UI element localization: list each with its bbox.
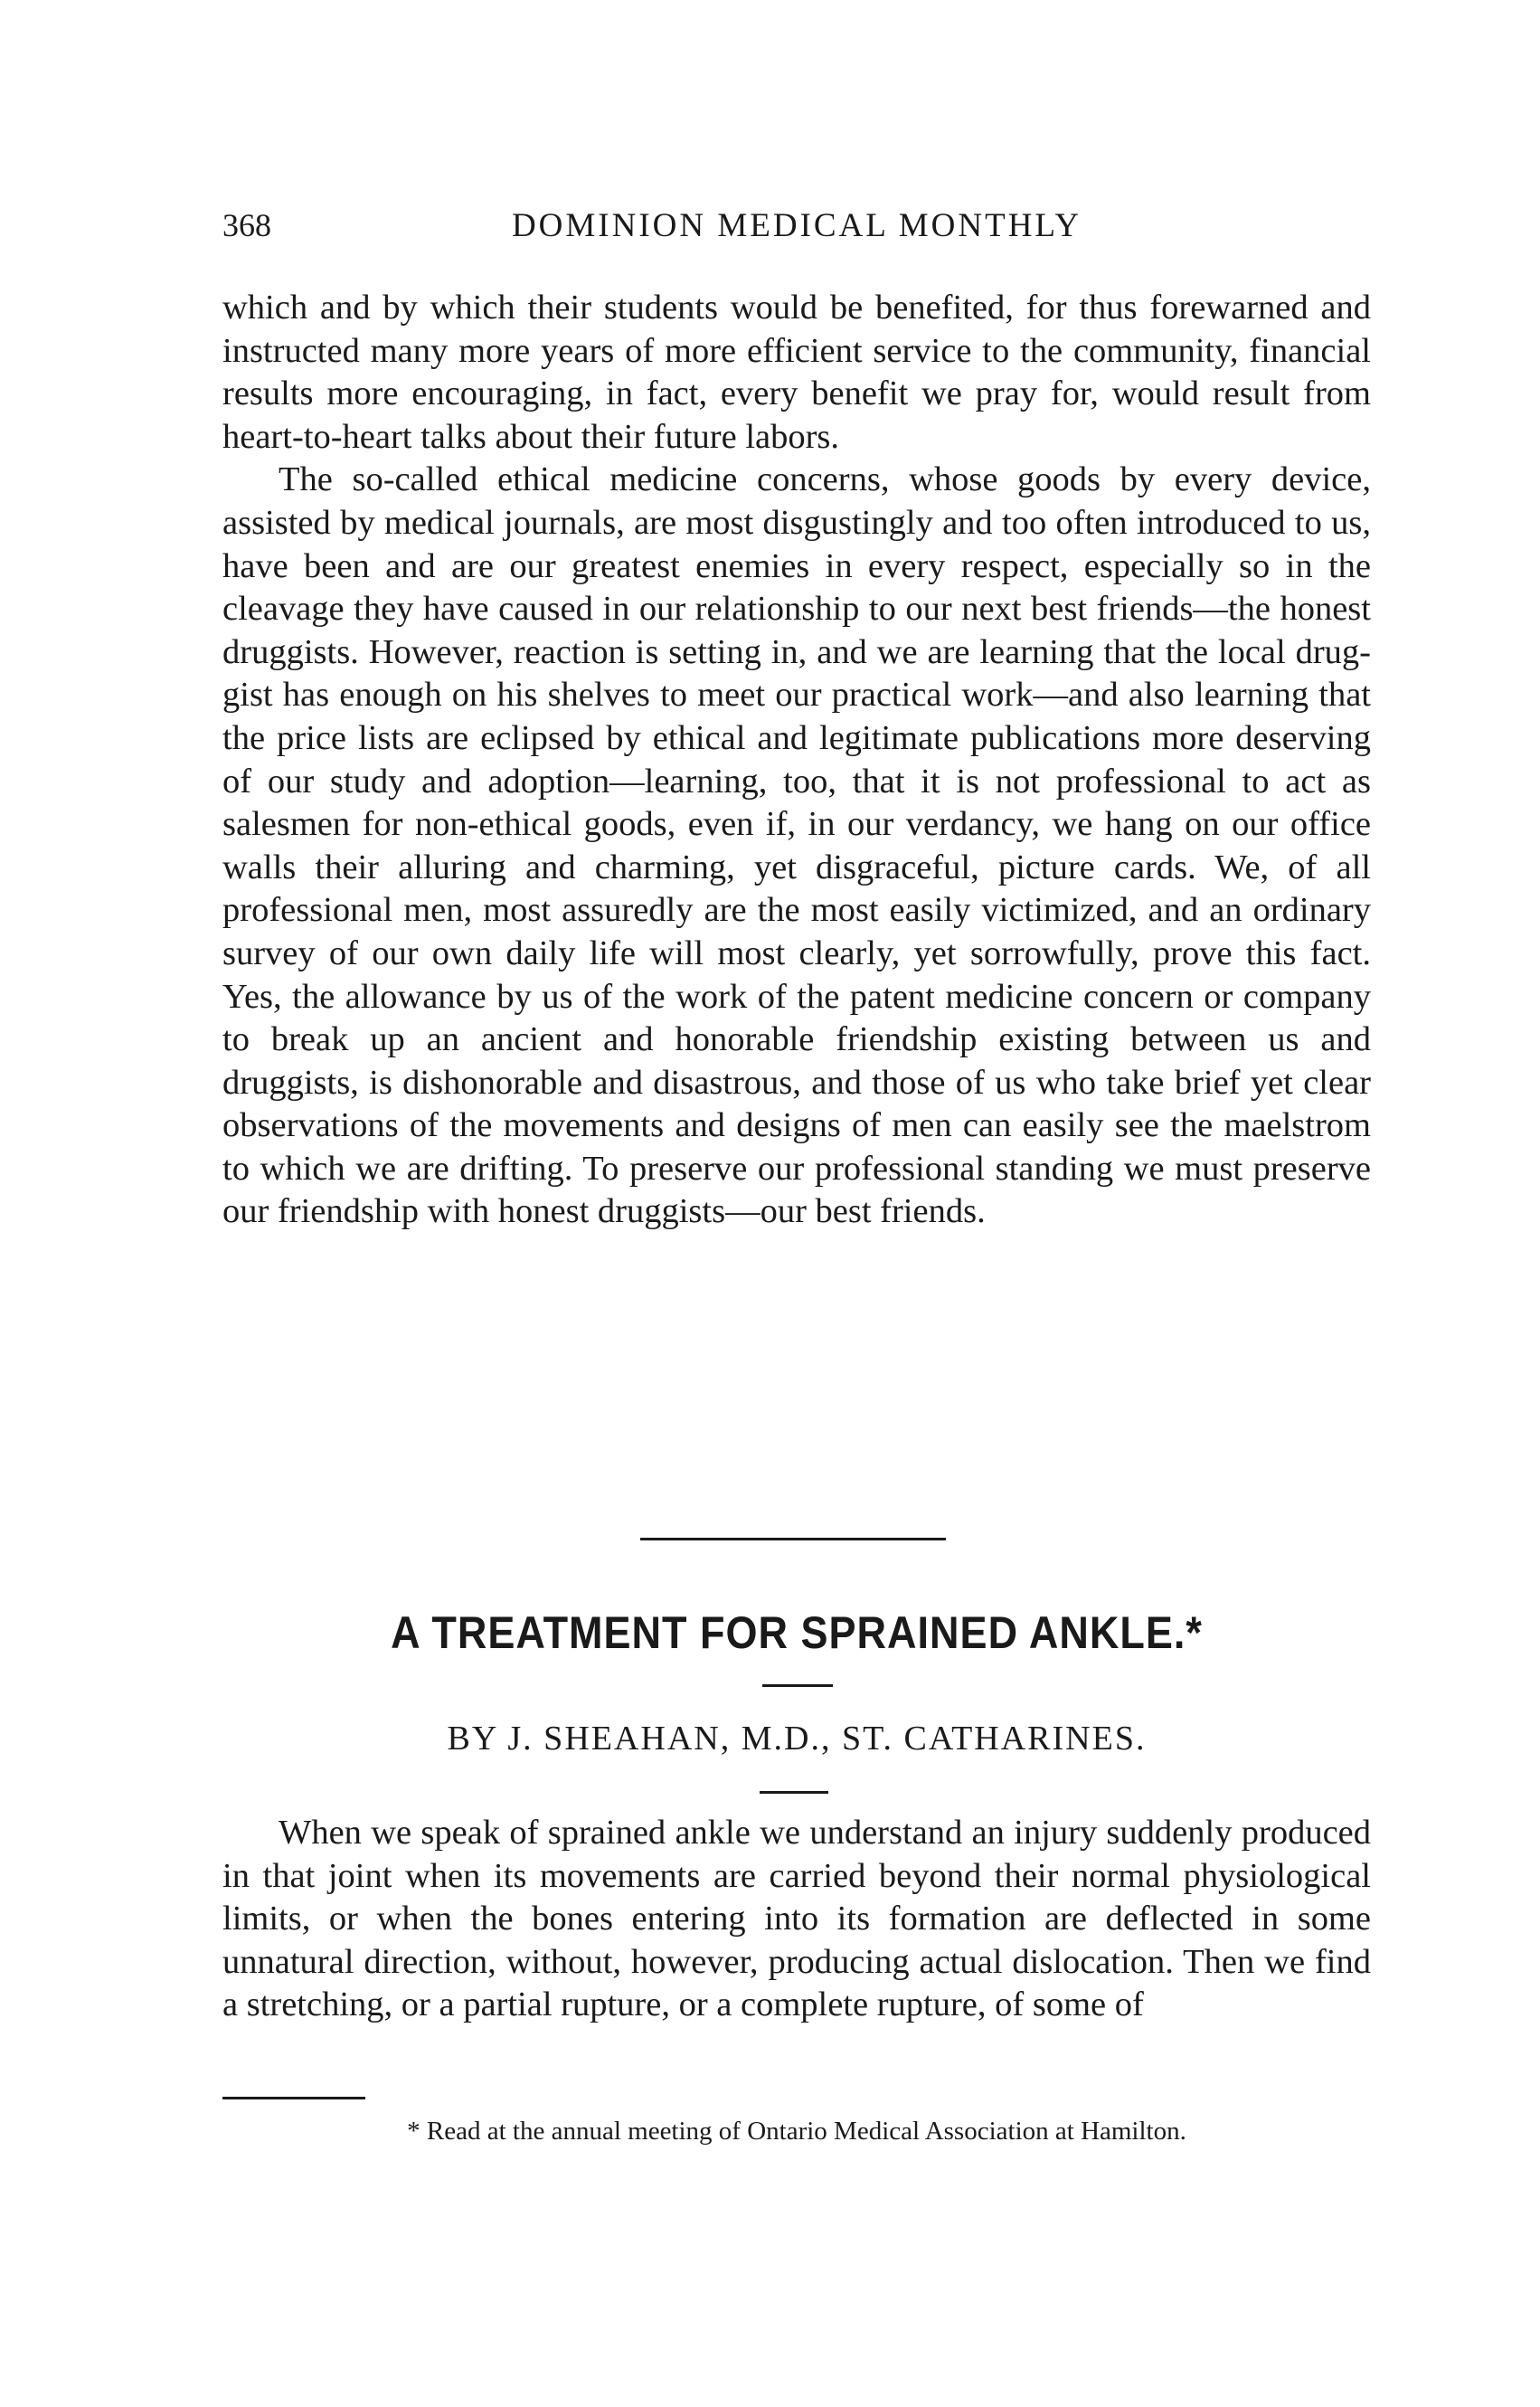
paragraph: The so-called ethical medicine concerns, whose goods by every device, assisted by medical journals, are most disgustingly and too often introduced to us, have been and are our greatest enemies in every respect, especially so in the cleavage they have caused in our relationship to our next best friends—the honest druggists. However, reaction is setting in, and we are learning that the local druggist has enough on his shelves to meet our practical work—and also learning that the price lists are eclipsed by ethical and legitimate publications more deserving of our study and adoption—learning, too, that it is not professional to act as salesmen for non-ethical goods, even if, in our verdancy, we hang on our office walls their alluring and charming, yet disgraceful, picture cards. We, of all professional men, most assuredly are the most easily victimized, and an ordinary survey of our own daily life will most clearly, yet sorrowfully, prove this fact. Yes, the allowance by us of the work of the patent medicine concern or company to break up an ancient and honorable friendship existing between us and druggists, is dishonorable and disastrous, and those of us who take brief yet clear observations of the movements and designs of men can easily see the maelstrom to which we are drifting. To preserve our professional standing we must preserve our friendship with honest druggists—our best friends. xyxy=(222,460,1371,1231)
paragraph: which and by which their students would be benefited, for thus forewarned and instructed many more years of more efficient service to the community, financial results more encouraging, in fact, every benefit we pray for, would result from heart-to-heart talks about their future labors. xyxy=(222,289,1371,456)
continued-article-text xyxy=(222,287,1371,1234)
title-rule xyxy=(762,1684,833,1687)
footnote-rule xyxy=(222,2097,365,2099)
footnote: * Read at the annual meeting of Ontario Medical Association at Hamilton. xyxy=(407,2117,1186,2146)
paragraph: When we speak of sprained ankle we understand an injury suddenly produced in that joint when its movements are carried beyond their normal physiological limits, or when the bones entering into its formation are deflected in some unnatural direction, without, however, producing actual dislocation. Then we find a stretching, or a partial rupture, or a complete rupture, of some of xyxy=(222,1814,1371,2024)
running-head: DOMINION MEDICAL MONTHLY xyxy=(511,207,1082,244)
byline-rule xyxy=(760,1791,828,1794)
section-divider xyxy=(640,1538,946,1540)
article-body xyxy=(222,1812,1371,2027)
page-header xyxy=(222,206,1371,261)
article-byline: BY J. SHEAHAN, M.D., ST. CATHARINES. xyxy=(447,1720,1147,1758)
page-number: 368 xyxy=(222,207,271,243)
article-title: A TREATMENT FOR SPRAINED ANKLE.* xyxy=(391,1606,1203,1658)
